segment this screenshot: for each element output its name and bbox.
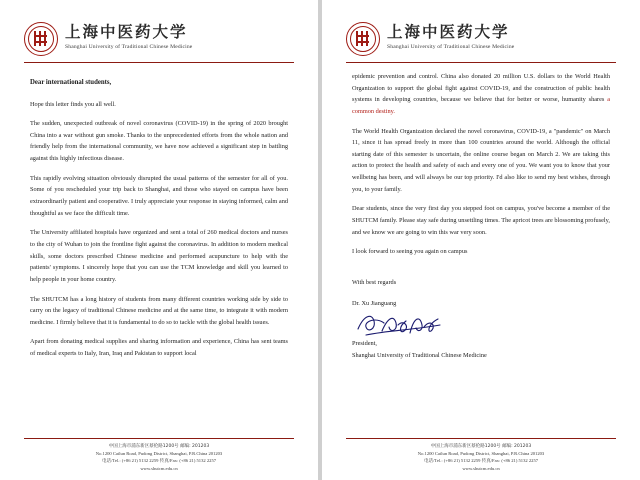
university-name-block — [65, 22, 192, 50]
paragraph: Apart from donating medical supplies and sharing information and experience, China has sent teams of medical experts to Italy, Iran, Iraq and Pakistan to support local — [30, 338, 288, 358]
university-name-block — [387, 22, 514, 50]
university-name-cn: 上海中医药大学 — [65, 23, 188, 41]
paragraph: The SHUTCM has a long history of students from many different countries working side by side to carry on the legacy of traditional Chinese medicine and at the same time, to integrate it with modern medicine. I firmly believe that it is fundamental to do so to tackle with the global health issues. — [30, 295, 288, 326]
page-footer-left — [24, 438, 294, 472]
closing-line: With best regards — [352, 278, 397, 286]
signer-organization: Shanghai University of Traditional Chinese Medicine — [352, 351, 487, 359]
letter-page-left — [0, 0, 318, 480]
university-crest-icon — [24, 22, 58, 56]
footer-contact: 电话/Tel.: (+86 21) 5132 2259 传真/Fax: (+86 21) 5132 2257 — [423, 458, 539, 464]
salutation: Dear international students, — [30, 79, 112, 86]
signer-title: President, — [352, 339, 378, 347]
handwritten-signature — [354, 311, 610, 337]
university-name-en: Shanghai University of Traditional Chinese Medicine — [65, 44, 193, 51]
letterhead-right — [346, 22, 616, 63]
university-name-en: Shanghai University of Traditional Chinese Medicine — [387, 44, 515, 51]
paragraph-text: epidemic prevention and control. China also donated 20 million U.S. dollars to the World Health Organization to support the global fight against COVID-19, and the construction of public health systems in developing countries, because we believe that for better or worse, humanity shares — [352, 73, 610, 104]
highlight-phrase: a common destiny. — [352, 96, 610, 115]
signer-name: Dr. Xu Jianguang — [352, 299, 397, 307]
letterhead-left — [24, 22, 294, 63]
footer-address-en: No.1200 Cailun Road, Pudong District, Shanghai, P.R.China 201203 — [95, 450, 223, 456]
footer-website[interactable]: www.shutcm.edu.cn — [140, 465, 178, 471]
paragraph: The sudden, unexpected outbreak of novel coronavirus (COVID-19) in the spring of 2020 brought China into a war without gun smoke. Thanks to the unprecedented efforts from the whole nation and friendly help from the international community, we have now achieved a significant step in battling against this highly infectious disease. — [30, 120, 288, 163]
paragraph: The World Health Organization declared the novel coronavirus, COVID-19, a "pandemic" on March 11, since it has spread freely in more than 100 countries around the world. Although the official starting date of this semester is uncertain, the online course began on March 2. We are taking this action to protect the health and safety of each and every one of you. We want you to know that your wellbeing has been, and will always be our top priority. I'd also like to send my best wishes, through you, to your family. — [352, 127, 610, 193]
letter-page-right — [322, 0, 640, 480]
footer-website[interactable]: www.shutcm.edu.cn — [462, 465, 500, 471]
signature-block — [352, 268, 610, 362]
footer-contact: 电话/Tel.: (+86 21) 5132 2259 传真/Fax: (+86 21) 5132 2257 — [101, 458, 217, 464]
paragraph: Hope this letter finds you all well. — [30, 100, 116, 108]
university-name-cn: 上海中医药大学 — [387, 23, 510, 41]
university-crest-icon — [346, 22, 380, 56]
footer-address-cn: 中国上海市浦东新区蔡伦路1200号 邮编: 201203 — [430, 443, 532, 449]
paragraph: I look forward to seeing you again on campus — [352, 248, 468, 256]
letter-body-left — [24, 67, 294, 438]
footer-address-en: No.1200 Cailun Road, Pudong District, Shanghai, P.R.China 201203 — [417, 450, 545, 456]
paragraph: The University affiliated hospitals have organized and sent a total of 260 medical doctors and nurses to the city of Wuhan to join the frontline fight against the coronavirus. In addition to modern medical skills, some doctors prescribed Chinese medicine and performed acupuncture to help with the patients' symptoms. I sincerely hope that you can use the TCM knowledge and skill you learned to help people in your home country. — [30, 229, 288, 283]
letter-body-right — [346, 67, 616, 438]
footer-address-cn: 中国上海市浦东新区蔡伦路1200号 邮编: 201203 — [108, 443, 210, 449]
paragraph: This rapidly evolving situation obviously disrupted the usual patterns of the semester for all of you. Some of you rescheduled your trip back to Shanghai, and those who stayed on campus have been extraordinarily patient and cooperative. I truly appreciate your response in staying informed, calm and thoughtful as we face the difficult time. — [30, 174, 288, 217]
paragraph — [352, 71, 610, 118]
paragraph: Dear students, since the very first day you stepped foot on campus, you've become a member of the SHUTCM family. Please stay safe during unsettling times. The apricot trees are blossoming profusely, and we know we are going to win this war very soon. — [352, 205, 610, 236]
page-footer-right — [346, 438, 616, 472]
